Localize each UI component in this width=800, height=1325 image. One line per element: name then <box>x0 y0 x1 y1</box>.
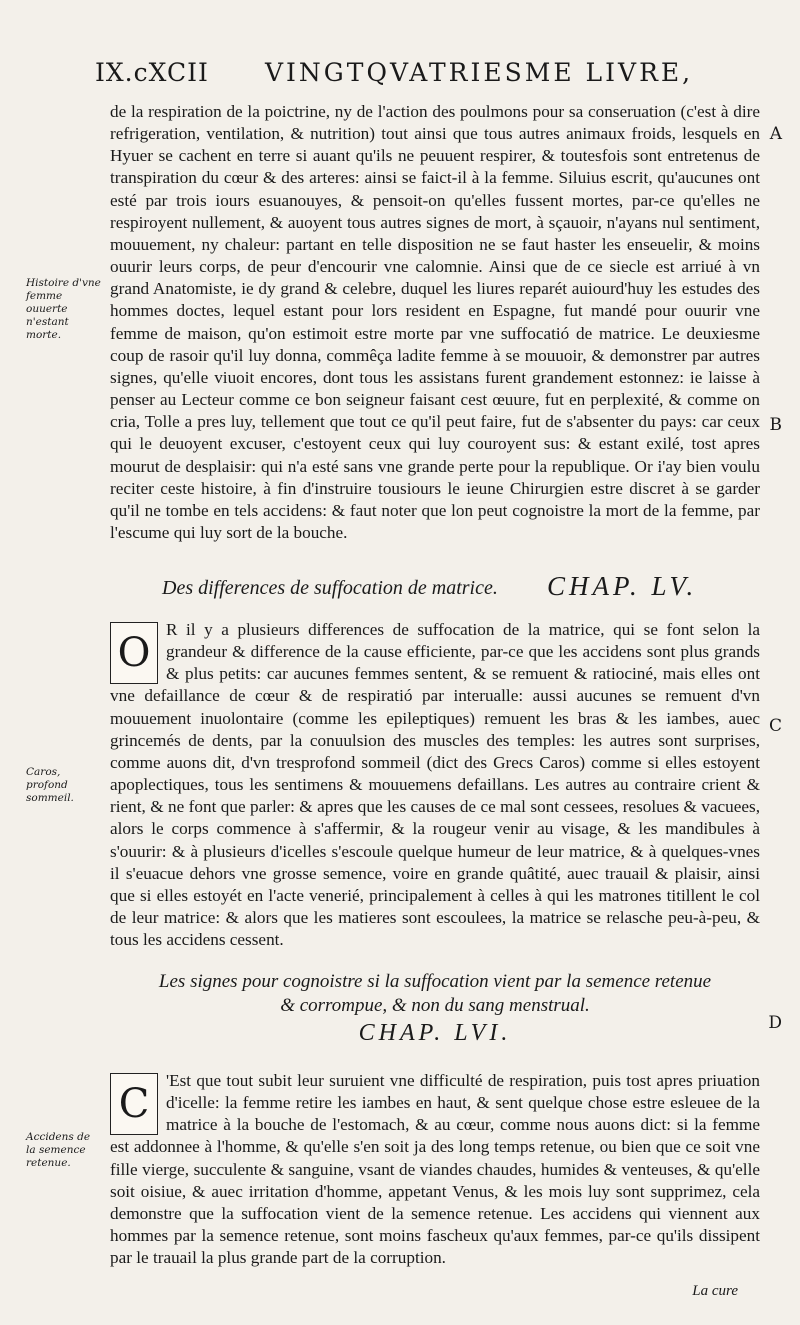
margin-note-caros: Caros, profond sommeil. <box>26 766 74 804</box>
running-title: VINGTQVATRIESME LIVRE, <box>265 58 694 87</box>
margin-letter-b: B <box>769 415 782 435</box>
chapter-56-title-line1: Les signes pour cognoistre si la suffocation vient par la semence retenue <box>158 971 712 992</box>
chapter-55-heading <box>110 573 760 605</box>
chapter-55-number: CHAP. LV. <box>547 571 698 601</box>
margin-letter-a: A <box>769 124 782 144</box>
chapter-55-text: R il y a plusieurs differences de suffocation de la matrice, qui se font selon la grandeur & difference de la cause efficiente, par-ce que les accidens sont plus grands & plus petits: car aucunes femmes sentent, & se remuent & ratiociné, mais elles ont vne defaillance de cœur & de respiratió par interualle: aussi aucunes se remuent d'vn mouuement inuolontaire (comme les epileptiques) remuent les bras & les iambes, auec grincemés de dents, par la conuulsion des muscles des temples: les autres sont surprises, comme auons dit, d'vn tresprofond sommeil (dict des Grecs Caros) comme si elles estoyent apoplectiques, tous les sentimens & mouuemens defaillans. Les autres au contraire crient & rient, & ne font que parler: & apres que les causes de ce mal sont cessees, resolues & vacuees, alors le corps commence à s'affermir, & la rougeur venir au visage, & les mandibules à s'ouurir: & à plusieurs d'icelles s'escoule quelque humeur de leur matrice, & à quelques-vnes il s'euacue dehors vne grosse semence, voire en grande quâtité, auec trauail & plaisir, ainsi que si elles estoyét en l'acte venerié, principalement à celles à qui les matrones titillent le col de leur matrice: & alors que les matieres sont escoulees, la matrice se relasche peu-à-peu, & tous les accidens cessent. <box>110 620 760 950</box>
margin-letter-c: C <box>768 716 782 736</box>
chapter-55-body <box>110 619 760 951</box>
page-header <box>95 58 775 90</box>
decorated-initial-o: O <box>110 622 158 684</box>
folio-number: IX.cXCII <box>95 58 209 87</box>
catchword: La cure <box>692 1283 738 1299</box>
chapter-56-heading <box>110 970 760 1050</box>
chapter-56-body <box>110 1070 760 1269</box>
chapter-56-title-line2: & corrompue, & non du sang menstrual. <box>280 995 590 1016</box>
margin-note-histoire: Histoire d'vne femme ouuerte n'estant morte. <box>26 277 101 341</box>
chapter-55-title: Des differences de suffocation de matrice. <box>162 577 498 599</box>
chapter-56-text: 'Est que tout subit leur suruient vne difficulté de respiration, puis tost apres priuation d'icelle: la femme retire les iambes en haut, & sent quelque chose estre esleuee de la matrice à la bouche de l'estomach, & au cœur, comme nous auons dict: si la femme est addonnee à l'homme, & qu'elle s'en soit ja des long temps retenue, ou bien que ce soit vne fille vierge, succulente & sanguine, vsant de viandes chaudes, humides & venteuses, & qu'elle soit oisiue, & auec irritation d'homme, appetant Venus, & les mois luy sont supprimez, cela demonstre que la suffocation vient de la semence retenue. Les accidens qui viennent aux hommes par la semence retenue, sont moins fascheux qu'aux femmes, par-ce qu'ils dissipent par le trauail la plus grande part de la corruption. <box>110 1071 760 1268</box>
decorated-initial-c: C <box>110 1073 158 1135</box>
section-text-continuation: de la respiration de la poictrine, ny de l'action des poulmons pour sa conseruation (c'est à dire refrigeration, ventilation, & nutrition) tout ainsi que tous autres animaux froids, lesquels en Hyuer se cachent en terre si auant qu'ils ne peuuent respirer, & toutesfois sont entretenus de transpiration du cœur & des arteres: ainsi se faict-il à la femme. Siluius escrit, qu'aucunes ont esté par trois iours esuanouyes, & pensoit-on qu'elles fussent mortes, par-ce qu'elles ne respiroyent nullement, & auoyent tous autres signes de mort, à sçauoir, n'ayans nul sentiment, mouuement, ny chaleur: partant en telle disposition ne se faut haster les enseuelir, & moins ouurir leurs corps, de peur d'encourir vne calomnie. Ainsi que de ce siecle est arriué à vn grand Anatomiste, ie dy grand & celebre, duquel les liures reparét auiourd'huy les estudes des hommes doctes, lequel estant pour lors resident en Espagne, fut mandé pour ouurir vne femme de maison, qu'on estimoit estre morte par vne suffocatió de matrice. Le deuxiesme coup de rasoir qu'il luy donna, commêça ladite femme à se mouuoir, & demonstrer par autres signes, qu'elle viuoit encores, dont tous les assistans furent grandement estonnez: ie laisse à penser au Lecteur comme ce bon seigneur faisant cest œuure, fut en perplexité, & comme on cria, Tolle a pres luy, tellement que tout ce qu'il peut faire, fut de s'absenter du pays: car ceux qui le deuoyent excuser, c'estoyent ceux qui luy couroyent sus: & estant exilé, tost apres mourut de desplaisir: qui n'a esté sans vne grande perte pour la republique. Or i'ay bien voulu reciter ceste histoire, à fin d'instruire tousiours le ieune Chirurgien estre discret à se garder qu'il ne tombe en tels accidens: & faut noter que lon peut cognoistre la mort de la femme, par l'escume qui luy sort de la bouche. <box>110 102 760 542</box>
margin-note-accidens: Accidens de la semence retenue. <box>26 1131 91 1169</box>
margin-letter-d: D <box>768 1013 782 1033</box>
chapter-56-number: CHAP. LVI. <box>358 1020 512 1046</box>
